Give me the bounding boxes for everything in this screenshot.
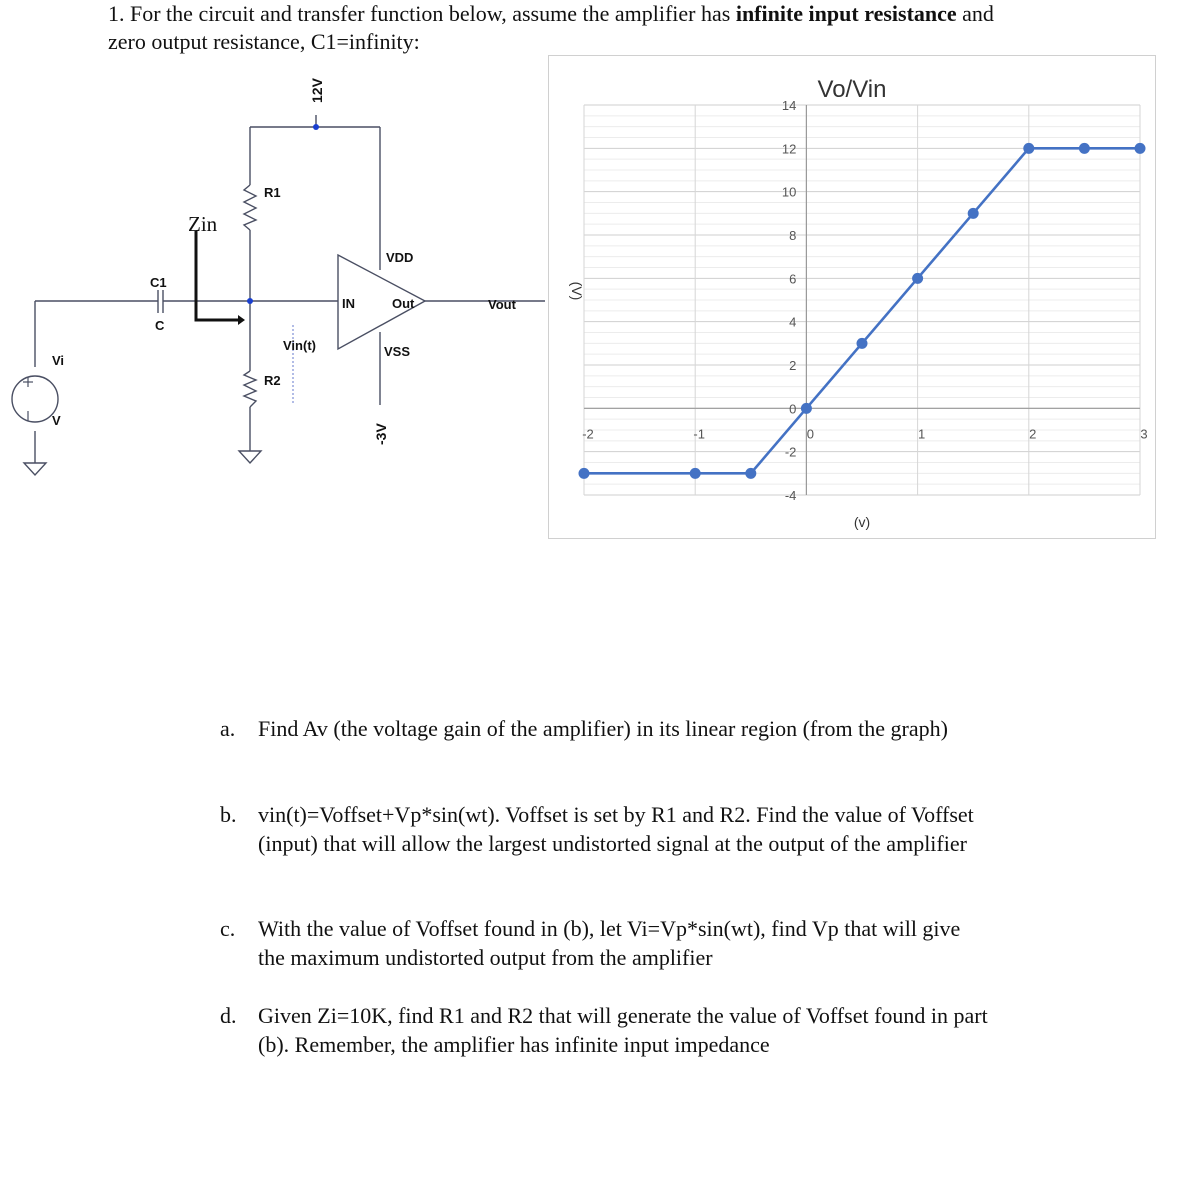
chart-data-point [745,468,756,479]
chart-xlabel: (v) [853,514,871,530]
part-c-label: c. [220,916,236,941]
chart-y-tick-label: 4 [789,314,797,330]
vout-label: Vout [488,297,516,312]
in-pin-label: IN [342,296,355,311]
vin-t-label: Vin(t) [283,338,316,353]
c1-value-label: C [155,318,165,333]
chart-data-point [1135,143,1146,154]
vss-label: VSS [384,344,411,359]
part-b-label: b. [220,802,237,827]
chart-x-tick-label: 0 [806,426,815,442]
chart-y-tick-label: 6 [789,271,797,287]
c1-label: C1 [150,275,167,290]
chart-y-tick-label: 2 [789,358,797,373]
chart-y-tick-label: 0 [789,401,797,417]
supply-top-label: 12V [309,78,325,103]
circuit-schematic [0,55,560,495]
chart-data-point [912,273,923,284]
transfer-chart [548,55,1157,540]
part-d-label: d. [220,1003,237,1028]
r2-resistor [244,371,256,407]
chart-data-point [690,468,701,479]
r1-label: R1 [264,185,281,200]
source-value-label: V [52,413,61,428]
ground-icon [239,451,261,463]
part-d-text: Given Zi=10K, find R1 and R2 that will generate the value of Voffset found in part (b). Remember, the amplifier has infinite input impedance [258,1003,988,1057]
out-pin-label: Out [392,296,415,311]
zin-arrow-icon [196,231,245,325]
chart-frame [549,56,1156,539]
chart-data-point [579,468,590,479]
chart-data-point [857,338,868,349]
supply-bottom-label: -3V [373,423,389,445]
vdd-label: VDD [386,250,414,265]
ground-icon [24,463,46,475]
r2-label: R2 [264,373,281,388]
part-a-label: a. [220,716,236,741]
chart-y-tick-label: 8 [789,228,797,243]
chart-title: Vo/Vin [817,76,887,103]
chart-x-tick-label: -2 [582,426,594,442]
chart-y-tick-label: 10 [781,184,797,200]
chart-x-tick-label: 1 [917,426,926,442]
chart-y-tick-label: -4 [784,488,797,503]
question-intro-1: For the circuit and transfer function below, assume the amplifier has [130,1,731,26]
chart-x-tick-label: 2 [1029,426,1037,442]
part-c-text: With the value of Voffset found in (b), let Vi=Vp*sin(wt), find Vp that will give the maximum undistorted output from the amplifier [258,916,961,970]
source-name-label: Vi [52,353,65,368]
question-number: 1. [108,1,125,26]
chart-y-tick-label: 14 [781,98,797,113]
chart-y-tick-label: -2 [784,444,797,460]
chart-data-point [801,403,812,414]
question-heading [108,0,1008,56]
chart-data-point [1023,143,1034,154]
question-bold-1: infinite input resistance [735,1,957,26]
r1-resistor [244,185,256,230]
chart-data-point [968,208,979,219]
chart-y-tick-label: 12 [781,141,797,157]
chart-data-point [1079,143,1090,154]
chart-x-tick-label: -1 [693,426,705,442]
question-intro-2: and zero output resistance, C1=infinity: [108,1,994,54]
part-a-text: Find Av (the voltage gain of the amplifier) in its linear region (from the graph) [258,716,948,741]
chart-x-tick-label: 3 [1140,426,1148,442]
part-b-text: vin(t)=Voffset+Vp*sin(wt). Voffset is set by R1 and R2. Find the value of Voffset (input) that will allow the largest undistorted signal at the output of the amplifier [258,802,974,856]
chart-ylabel: (V) [569,281,585,301]
zin-label: Zin [188,212,218,236]
